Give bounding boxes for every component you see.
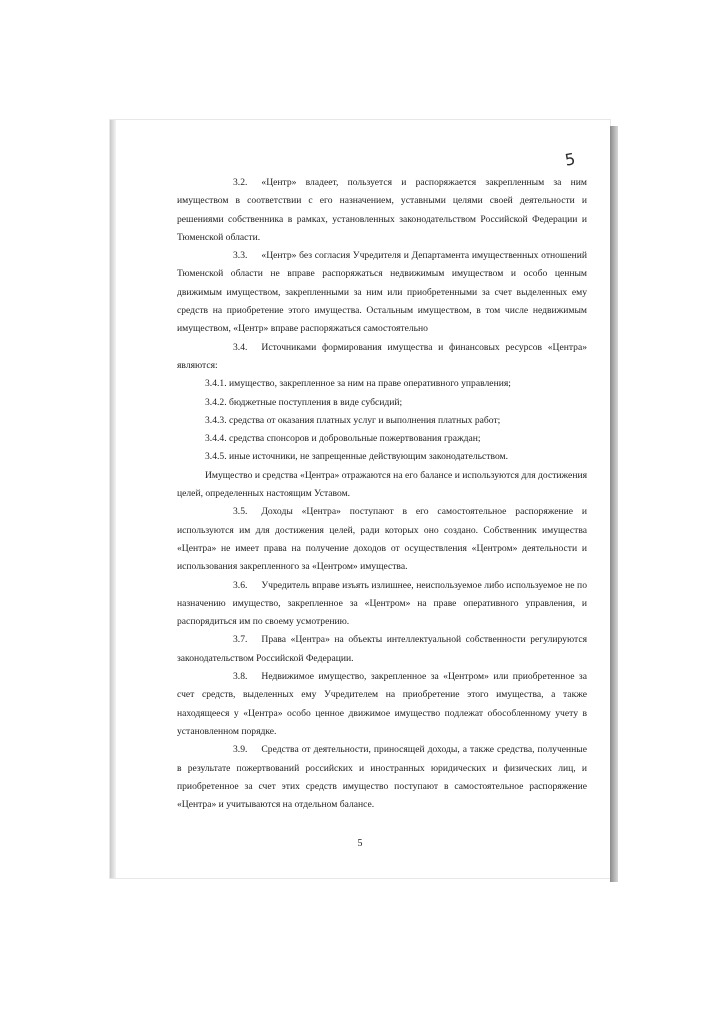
paragraph-3-6: [177, 577, 587, 632]
paragraph-3-8: [177, 668, 587, 741]
paragraph-3-2: [177, 174, 587, 247]
paragraph-number: 3.2.: [233, 177, 248, 188]
paragraph-text: Учредитель вправе изъять излишнее, неиспользуемое либо используемое не по назначению имущество, закрепленное за «Центром» на праве оперативного управления, и распорядиться им по своему усмотрению.: [177, 579, 587, 628]
paragraph-number: 3.7.: [233, 634, 248, 646]
paragraph-text: Доходы «Центра» поступают в его самостоятельное распоряжение и используются им для достижения целей, ради которых оно создано. Собственник имущества «Центра» не имеет права на получение доходов от осуществления «Центром» деятельности и использования закрепленного за «Центром» имущества.: [177, 506, 587, 573]
paragraph-3-9: [177, 741, 587, 814]
paragraph-number: 3.5.: [233, 506, 248, 518]
paragraph-number: 3.4.: [233, 341, 248, 353]
page-right-edge-shadow: [610, 126, 618, 882]
paragraph-number: 3.9.: [233, 744, 248, 756]
page-left-edge-shadow: [110, 120, 116, 878]
paragraph-text: Права «Центра» на объекты интеллектуальной собственности регулируются законодательством Российской Федерации.: [177, 634, 587, 664]
paragraph-text: Недвижимое имущество, закрепленное за «Центром» или приобретенное за счет средств, выделенных ему Учредителем на приобретение этого имущества, а также находящееся у «Центра» особо ценное движимое имущество подлежат обособленному учету в установленном порядке.: [177, 671, 587, 737]
paragraph-text: Средства от деятельности, приносящей доходы, а также средства, полученные в результате пожертвований российских и иностранных юридических и физических лиц, и приобретенное за счет этих средств имущество поступают в самостоятельное распоряжение «Центра» и учитываются на отдельном балансе.: [177, 744, 587, 811]
sub-item-3-4-1: 3.4.1. имущество, закрепленное за ним на праве оперативного управления;: [205, 378, 511, 390]
paragraph-text: Источниками формирования имущества и финансовых ресурсов «Центра» являются:: [177, 341, 587, 371]
sub-item-3-4-4: 3.4.4. средства спонсоров и добровольные пожертвования граждан;: [205, 433, 481, 445]
document-body: [177, 174, 587, 814]
sub-item-3-4-3: 3.4.3. средства от оказания платных услуг и выполнения платных работ;: [205, 414, 501, 426]
paragraph-3-3: [177, 247, 587, 338]
paragraph-text: «Центр» владеет, пользуется и распоряжается закрепленным за ним имуществом в соответствии с его назначением, уставными целями своей деятельности и решениями собственника в рамках, установленных законодательством Российской Федерации и Тюменской области.: [177, 177, 587, 243]
handwritten-page-mark: 5: [563, 149, 577, 170]
sub-item-3-4-5: 3.4.5. иные источники, не запрещенные действующим законодательством.: [205, 451, 509, 463]
page-number: 5: [357, 838, 363, 849]
paragraph-property-note: Имущество и средства «Центра» отражаются на его балансе и используются для достижения целей, определенных настоящим Уставом.: [177, 469, 587, 500]
paragraph-3-7: [177, 631, 587, 668]
paragraph-3-4: [177, 339, 587, 376]
sub-item-3-4-2: 3.4.2. бюджетные поступления в виде субсидий;: [205, 396, 403, 408]
paragraph-text: «Центр» без согласия Учредителя и Департамента имущественных отношений Тюменской области не вправе распоряжаться недвижимым имуществом и особо ценным движимым имуществом, закрепленными за ним или приобретенными за счет выделенных ему средств на приобретение этого имущества. Остальным имуществом, в том числе недвижимым имуществом, «Центр» вправе распоряжаться самостоятельно: [177, 250, 587, 335]
document-page: [110, 120, 610, 878]
paragraph-3-5: [177, 503, 587, 576]
paragraph-number: 3.6.: [233, 579, 248, 591]
paragraph-number: 3.8.: [233, 671, 248, 683]
paragraph-number: 3.3.: [233, 250, 248, 262]
